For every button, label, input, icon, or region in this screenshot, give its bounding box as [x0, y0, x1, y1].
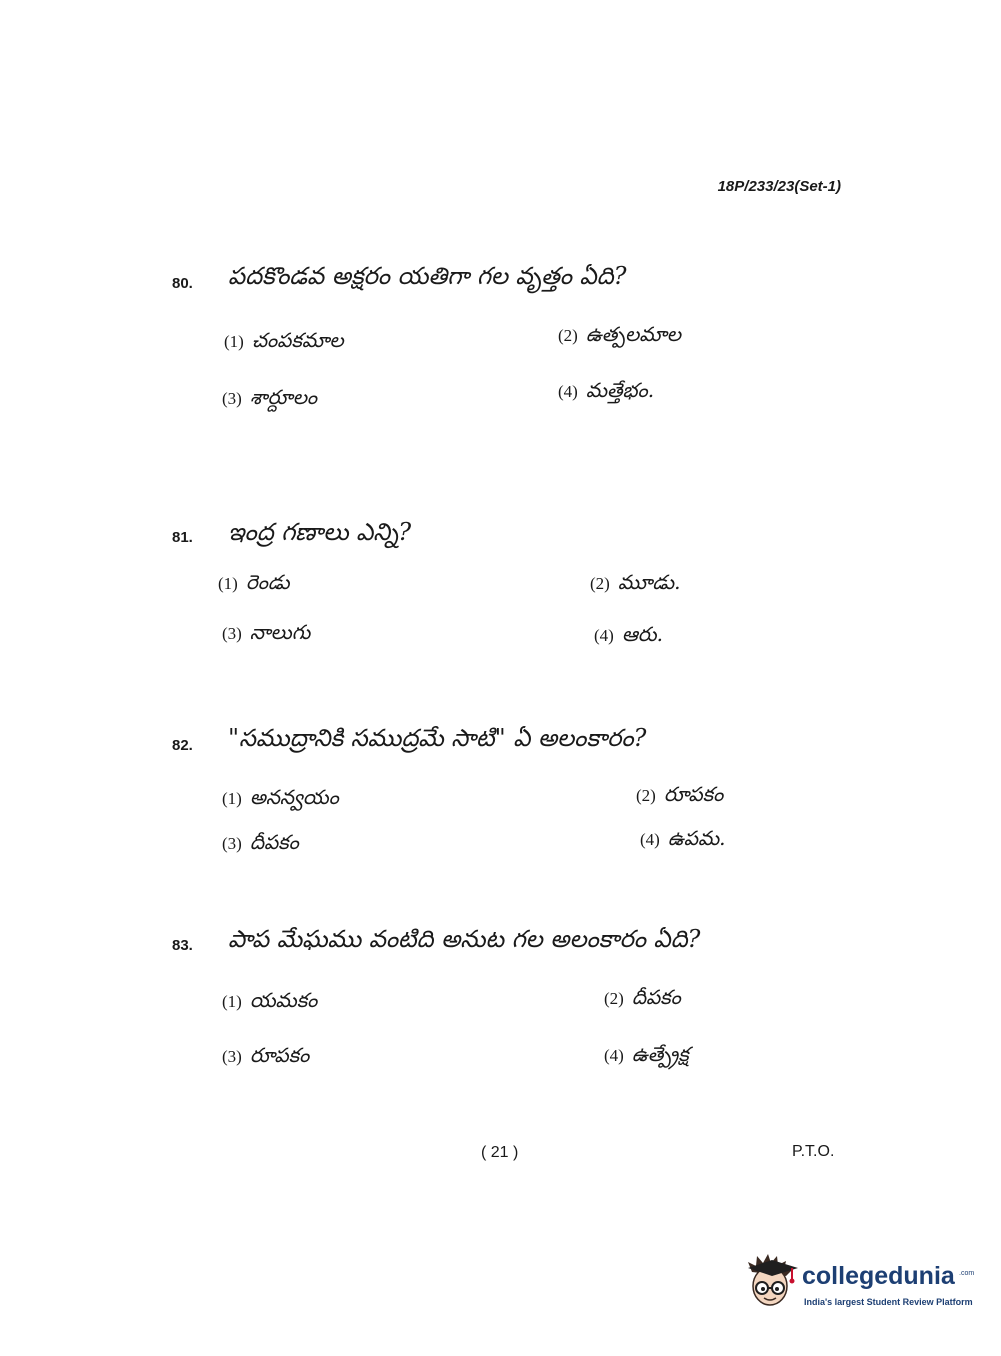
question-number: 80. — [172, 275, 193, 292]
option-text: నాలుగు — [249, 620, 311, 644]
option-number: (2) — [636, 786, 656, 805]
logo-wordmark: collegedunia — [802, 1262, 955, 1290]
option-2 — [558, 322, 681, 351]
paper-code: 18P/233/23(Set-1) — [717, 178, 841, 195]
option-3 — [222, 830, 299, 859]
collegedunia-logo[interactable] — [742, 1250, 982, 1320]
option-3 — [222, 385, 317, 414]
option-1 — [218, 570, 290, 599]
option-2 — [590, 570, 680, 599]
option-number: (4) — [558, 382, 578, 401]
question-text: పదకొండవ అక్షరం యతిగా గల వృత్తం ఏది? — [228, 262, 627, 290]
option-number: (1) — [224, 332, 244, 351]
option-3 — [222, 1043, 309, 1072]
question-text: ఇంద్ర గణాలు ఎన్ని? — [228, 518, 412, 546]
logo-tagline: India's largest Student Review Platform — [804, 1297, 973, 1307]
option-number: (3) — [222, 1047, 242, 1066]
option-text: రూపకం — [249, 1043, 310, 1067]
option-text: మూడు. — [617, 570, 681, 594]
option-text: అనన్వయం — [249, 785, 339, 809]
question-number: 81. — [172, 529, 193, 546]
option-4 — [640, 826, 726, 855]
option-text: యమకం — [249, 988, 318, 1012]
option-number: (2) — [558, 326, 578, 345]
option-text: శార్దూలం — [249, 385, 318, 409]
option-text: దీపకం — [249, 830, 299, 854]
option-number: (4) — [640, 830, 660, 849]
pto-label: P.T.O. — [792, 1143, 835, 1160]
question-number: 82. — [172, 737, 193, 754]
option-text: ఉపమ. — [667, 826, 726, 850]
option-1 — [222, 988, 317, 1017]
option-number: (2) — [604, 989, 624, 1008]
option-number: (3) — [222, 834, 242, 853]
mascot-icon — [742, 1250, 802, 1314]
option-number: (3) — [222, 624, 242, 643]
option-text: రూపకం — [663, 782, 724, 806]
question-number: 83. — [172, 937, 193, 954]
option-number: (1) — [218, 574, 238, 593]
option-number: (4) — [604, 1046, 624, 1065]
option-text: మత్తేభం. — [585, 378, 655, 402]
option-text: దీపకం — [631, 985, 681, 1009]
option-1 — [222, 785, 339, 814]
option-text: ఆరు. — [621, 622, 663, 646]
option-3 — [222, 620, 310, 649]
option-text: ఉత్పలమాల — [585, 322, 681, 346]
option-text: చంపకమాల — [251, 328, 344, 352]
option-4 — [604, 1042, 689, 1071]
option-text: ఉత్ప్రేక్ష — [631, 1042, 689, 1066]
question-text: పాప మేఘము వంటిది అనుట గల అలంకారం ఏది? — [228, 925, 701, 953]
logo-domain-suffix: .com — [959, 1270, 975, 1277]
page-number: ( 21 ) — [481, 1144, 519, 1161]
question-text: "సముద్రానికి సముద్రమే సాటి" ఏ అలంకారం? — [228, 724, 647, 752]
option-2 — [604, 985, 681, 1014]
option-2 — [636, 782, 723, 811]
option-number: (1) — [222, 992, 242, 1011]
option-number: (3) — [222, 389, 242, 408]
option-number: (1) — [222, 789, 242, 808]
option-1 — [224, 328, 344, 357]
option-4 — [558, 378, 654, 407]
option-4 — [594, 622, 663, 651]
option-number: (4) — [594, 626, 614, 645]
option-text: రెండు — [245, 570, 290, 594]
option-number: (2) — [590, 574, 610, 593]
